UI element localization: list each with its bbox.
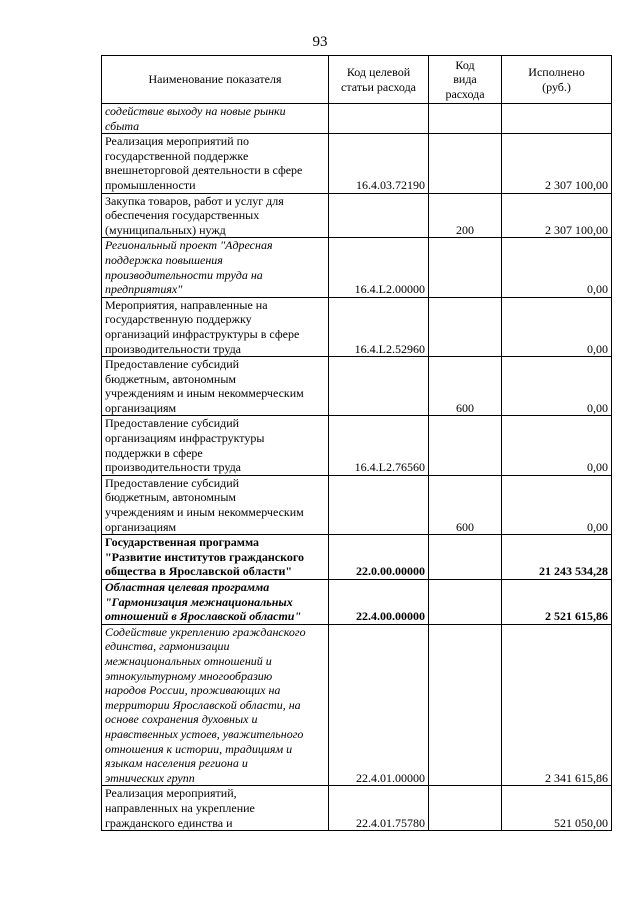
text-line: Предоставление субсидий xyxy=(105,357,240,372)
target-code-cell: 16.4.L2.00000 xyxy=(329,238,429,297)
text-line: организациям xyxy=(105,400,177,415)
header-expense-type-code xyxy=(429,56,502,104)
text-line: организаций инфраструктуры в сфере xyxy=(105,326,300,341)
page-number: 93 xyxy=(312,34,328,50)
expense-type-code-cell xyxy=(429,297,502,356)
indicator-name-cell xyxy=(102,416,329,475)
target-code-cell: 16.4.L2.76560 xyxy=(329,416,429,475)
target-code-cell: 22.4.01.00000 xyxy=(329,624,429,786)
text-line: производительности труда на xyxy=(105,267,263,282)
target-code-cell: 16.4.L2.52960 xyxy=(329,297,429,356)
target-code-cell: 16.4.03.72190 xyxy=(329,134,429,193)
text-line: внешнеторговой деятельности в сфере xyxy=(105,163,303,178)
expense-type-code-cell xyxy=(429,104,502,134)
text-line: Предоставление субсидий xyxy=(105,416,240,431)
expense-type-code-cell xyxy=(429,238,502,297)
indicator-name-cell xyxy=(102,193,329,238)
text-line: предприятиях" xyxy=(105,282,183,297)
text-line: государственной поддержке xyxy=(105,148,249,163)
table-row xyxy=(102,193,612,238)
table-row xyxy=(102,580,612,625)
expense-type-code-cell: 600 xyxy=(429,475,502,534)
target-code-cell: 22.0.00.00000 xyxy=(329,535,429,580)
text-line: "Гармонизация межнациональных xyxy=(105,594,293,609)
text-line: народов России, проживающих на xyxy=(105,683,281,698)
table-row xyxy=(102,134,612,193)
executed-amount-cell: 0,00 xyxy=(502,475,612,534)
text-line: гражданского единства и xyxy=(105,815,233,830)
table-row xyxy=(102,297,612,356)
target-code-cell xyxy=(329,104,429,134)
text-line: организациям инфраструктуры xyxy=(105,431,265,446)
table-row xyxy=(102,475,612,534)
text-line: Государственная программа xyxy=(105,535,260,550)
text-line: отношений в Ярославской области" xyxy=(105,609,302,624)
executed-amount-cell: 0,00 xyxy=(502,238,612,297)
table-row xyxy=(102,357,612,416)
text-line: нравственных устоев, уважительного xyxy=(105,726,304,741)
indicator-name-cell xyxy=(102,297,329,356)
target-code-cell xyxy=(329,475,429,534)
indicator-name-cell xyxy=(102,238,329,297)
text-line: бюджетным, автономным xyxy=(105,371,236,386)
text-line: государственную поддержку xyxy=(105,312,252,327)
indicator-name-cell xyxy=(102,535,329,580)
executed-amount-cell: 0,00 xyxy=(502,416,612,475)
table-header-row xyxy=(102,56,612,104)
text-line: учреждениям и иным некоммерческим xyxy=(105,386,304,401)
expense-type-code-cell xyxy=(429,416,502,475)
text-line: территории Ярославской области, на xyxy=(105,697,301,712)
table-body xyxy=(102,104,612,831)
executed-amount-cell: 521 050,00 xyxy=(502,786,612,831)
table-row xyxy=(102,624,612,786)
indicator-name-cell xyxy=(102,786,329,831)
header-target-code xyxy=(329,56,429,104)
text-line: языкам населения региона и xyxy=(105,756,248,771)
text-line: Содействие укреплению гражданского xyxy=(105,624,306,639)
table-row xyxy=(102,535,612,580)
indicator-name-cell xyxy=(102,134,329,193)
target-code-cell: 22.4.00.00000 xyxy=(329,580,429,625)
expense-type-code-cell xyxy=(429,624,502,786)
table-row xyxy=(102,238,612,297)
expense-type-code-cell: 200 xyxy=(429,193,502,238)
text-line: вида xyxy=(453,72,477,87)
expense-type-code-cell xyxy=(429,134,502,193)
executed-amount-cell: 2 521 615,86 xyxy=(502,580,612,625)
indicator-name-cell xyxy=(102,624,329,786)
text-line: поддержки в сфере xyxy=(105,445,203,460)
table-row xyxy=(102,104,612,134)
text-line: промышленности xyxy=(105,177,196,192)
expense-type-code-cell xyxy=(429,786,502,831)
text-line: этнических групп xyxy=(105,770,195,785)
text-line: учреждениям и иным некоммерческим xyxy=(105,505,304,520)
text-line: (муниципальных) нужд xyxy=(105,222,226,237)
target-code-cell xyxy=(329,357,429,416)
text-line: единства, гармонизации xyxy=(105,639,230,654)
text-line: (руб.) xyxy=(542,79,571,94)
text-line: Областная целевая программа xyxy=(105,580,270,594)
text-line: Реализация мероприятий, xyxy=(105,786,237,801)
budget-execution-table xyxy=(101,55,612,831)
table-row xyxy=(102,786,612,831)
text-line: содействие выходу на новые рынки xyxy=(105,104,286,118)
text-line: расхода xyxy=(445,86,485,101)
text-line: Предоставление субсидий xyxy=(105,475,240,490)
text-line: Исполнено xyxy=(528,64,585,79)
indicator-name-cell xyxy=(102,475,329,534)
text-line: направленных на укрепление xyxy=(105,800,255,815)
text-line: Мероприятия, направленные на xyxy=(105,297,268,312)
text-line: производительности труда xyxy=(105,460,242,475)
text-line: отношения к истории, традициям и xyxy=(105,741,293,756)
expense-type-code-cell xyxy=(429,535,502,580)
text-line: поддержка повышения xyxy=(105,252,223,267)
indicator-name-cell xyxy=(102,580,329,625)
text-line: производительности труда xyxy=(105,341,242,356)
table-row xyxy=(102,416,612,475)
text-line: Код целевой xyxy=(346,64,411,79)
executed-amount-cell: 2 307 100,00 xyxy=(502,193,612,238)
text-line: Закупка товаров, работ и услуг для xyxy=(105,193,284,208)
header-indicator-name xyxy=(102,56,329,104)
executed-amount-cell: 2 307 100,00 xyxy=(502,134,612,193)
text-line: основе сохранения духовных и xyxy=(105,712,258,727)
executed-amount-cell: 0,00 xyxy=(502,357,612,416)
executed-amount-cell: 21 243 534,28 xyxy=(502,535,612,580)
text-line: статьи расхода xyxy=(341,79,416,94)
executed-amount-cell: 2 341 615,86 xyxy=(502,624,612,786)
text-line: бюджетным, автономным xyxy=(105,490,236,505)
text-line: сбыта xyxy=(105,118,140,133)
text-line: Реализация мероприятий по xyxy=(105,134,250,149)
executed-amount-cell xyxy=(502,104,612,134)
target-code-cell: 22.4.01.75780 xyxy=(329,786,429,831)
expense-type-code-cell: 600 xyxy=(429,357,502,416)
text-line: Региональный проект "Адресная xyxy=(105,238,273,253)
text-line: Код xyxy=(455,57,475,72)
text-line: обеспечения государственных xyxy=(105,208,260,223)
target-code-cell xyxy=(329,193,429,238)
text-line: межнациональных отношений и xyxy=(105,653,272,668)
text-line: Наименование показателя xyxy=(148,72,282,87)
text-line: общества в Ярославской области" xyxy=(105,564,293,579)
text-line: этнокультурному многообразию xyxy=(105,668,273,683)
executed-amount-cell: 0,00 xyxy=(502,297,612,356)
expense-type-code-cell xyxy=(429,580,502,625)
indicator-name-cell xyxy=(102,357,329,416)
indicator-name-cell xyxy=(102,104,329,134)
header-executed-amount xyxy=(502,56,612,104)
text-line: "Развитие институтов гражданского xyxy=(105,549,305,564)
text-line: организациям xyxy=(105,519,177,534)
